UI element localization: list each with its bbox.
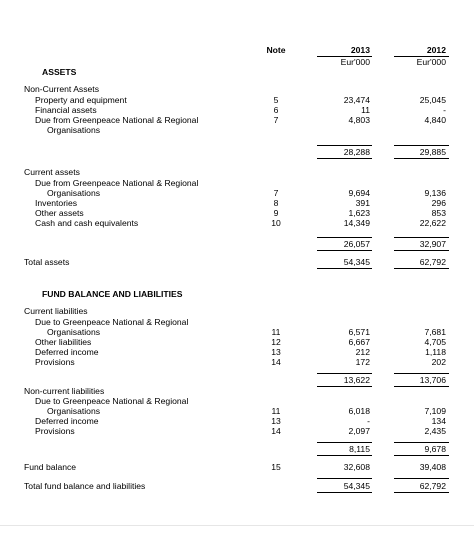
row-label-continued: Organisations xyxy=(47,125,101,135)
row-label: Deferred income xyxy=(35,347,99,357)
note-column-header: Note xyxy=(266,45,286,55)
noncurrent-liabilities-total-2013: 8,115 xyxy=(349,444,370,454)
row-label: Property and equipment xyxy=(35,95,127,105)
subtotal-rule xyxy=(394,158,449,159)
row-value-2013: 6,571 xyxy=(348,327,370,337)
subtotal-rule xyxy=(394,442,449,443)
row-note: 5 xyxy=(273,95,279,105)
row-label: Other assets xyxy=(35,208,84,218)
row-label: Financial assets xyxy=(35,105,97,115)
subtotal-rule xyxy=(317,237,372,238)
row-label-continued: Organisations xyxy=(47,327,101,337)
row-value-2012: 4,705 xyxy=(424,337,446,347)
row-value-2013: 4,803 xyxy=(348,115,370,125)
liabilities-heading: FUND BALANCE AND LIABILITIES xyxy=(42,289,183,299)
total-rule xyxy=(394,492,449,493)
row-value-2013: 14,349 xyxy=(343,218,370,228)
row-value-2012: 853 xyxy=(431,208,446,218)
row-value-2012: 134 xyxy=(431,416,446,426)
current-assets-title: Current assets xyxy=(24,167,80,177)
row-value-2012: 4,840 xyxy=(424,115,446,125)
row-value-2012: 22,622 xyxy=(419,218,446,228)
row-label: Provisions xyxy=(35,357,75,367)
subtotal-rule xyxy=(394,373,449,374)
row-value-2012: 296 xyxy=(431,198,446,208)
row-value-2013: 391 xyxy=(355,198,370,208)
fund-balance-note: 15 xyxy=(271,462,281,472)
total-rule xyxy=(317,492,372,493)
row-value-2012: 7,109 xyxy=(424,406,446,416)
total-rule xyxy=(317,478,372,479)
row-value-2013: 6,667 xyxy=(348,337,370,347)
unit-2013: Eur'000 xyxy=(340,57,370,67)
row-note: 7 xyxy=(273,188,279,198)
total-liabilities-label: Total fund balance and liabilities xyxy=(24,481,146,491)
total-liabilities-2013: 54,345 xyxy=(343,481,370,491)
row-label: Other liabilities xyxy=(35,337,92,347)
row-note: 11 xyxy=(271,406,281,416)
subtotal-rule xyxy=(317,250,372,251)
row-value-2013: - xyxy=(367,416,370,426)
total-rule xyxy=(394,268,449,269)
row-label: Provisions xyxy=(35,426,75,436)
row-value-2013: 23,474 xyxy=(343,95,370,105)
row-note: 7 xyxy=(273,115,279,125)
noncurrent-assets-title: Non-Current Assets xyxy=(24,84,99,94)
row-value-2013: 172 xyxy=(355,357,370,367)
fund-balance-2013: 32,608 xyxy=(343,462,370,472)
noncurrent-assets-total-2013: 28,288 xyxy=(343,147,370,157)
subtotal-rule xyxy=(317,373,372,374)
row-note: 14 xyxy=(271,357,281,367)
subtotal-rule xyxy=(394,455,449,456)
total-assets-label: Total assets xyxy=(24,257,70,267)
total-rule xyxy=(317,268,372,269)
row-label: Due to Greenpeace National & Regional xyxy=(35,396,189,406)
row-note: 8 xyxy=(273,198,279,208)
year-2012-header: 2012 xyxy=(426,45,446,55)
total-liabilities-2012: 62,792 xyxy=(419,481,446,491)
row-label: Deferred income xyxy=(35,416,99,426)
row-label: Inventories xyxy=(35,198,78,208)
row-value-2012: 202 xyxy=(431,357,446,367)
row-label: Due from Greenpeace National & Regional xyxy=(35,115,199,125)
subtotal-rule xyxy=(317,386,372,387)
year-2013-header: 2013 xyxy=(350,45,370,55)
total-rule xyxy=(394,478,449,479)
row-label-continued: Organisations xyxy=(47,406,101,416)
row-label: Cash and cash equivalents xyxy=(35,218,139,228)
subtotal-rule xyxy=(317,145,372,146)
subtotal-rule xyxy=(317,158,372,159)
row-value-2012: 7,681 xyxy=(424,327,446,337)
noncurrent-assets-total-2012: 29,885 xyxy=(419,147,446,157)
row-label-continued: Organisations xyxy=(47,188,101,198)
row-value-2013: 212 xyxy=(355,347,370,357)
row-note: 13 xyxy=(271,416,281,426)
current-assets-total-2013: 26,057 xyxy=(343,239,370,249)
current-liabilities-title: Current liabilities xyxy=(24,306,88,316)
row-value-2013: 1,623 xyxy=(348,208,370,218)
row-value-2012: 2,435 xyxy=(424,426,446,436)
subtotal-rule xyxy=(394,386,449,387)
row-note: 11 xyxy=(271,327,281,337)
page-bottom-divider xyxy=(0,525,474,526)
unit-2012: Eur'000 xyxy=(416,57,446,67)
total-assets-2012: 62,792 xyxy=(419,257,446,267)
row-note: 12 xyxy=(271,337,281,347)
row-value-2013: 11 xyxy=(361,105,370,115)
current-assets-total-2012: 32,907 xyxy=(419,239,446,249)
row-value-2013: 9,694 xyxy=(348,188,370,198)
total-assets-2013: 54,345 xyxy=(343,257,370,267)
row-value-2012: - xyxy=(443,105,446,115)
row-note: 14 xyxy=(271,426,281,436)
current-liabilities-total-2012: 13,706 xyxy=(419,375,446,385)
row-note: 13 xyxy=(271,347,281,357)
subtotal-rule xyxy=(394,237,449,238)
noncurrent-liabilities-title: Non-current liabilities xyxy=(24,386,105,396)
row-note: 10 xyxy=(271,218,281,228)
subtotal-rule xyxy=(394,145,449,146)
fund-balance-2012: 39,408 xyxy=(419,462,446,472)
row-value-2013: 2,097 xyxy=(348,426,370,436)
subtotal-rule xyxy=(317,442,372,443)
row-note: 6 xyxy=(273,105,279,115)
row-value-2012: 25,045 xyxy=(419,95,446,105)
subtotal-rule xyxy=(317,455,372,456)
noncurrent-liabilities-total-2012: 9,678 xyxy=(424,444,446,454)
row-value-2012: 9,136 xyxy=(424,188,446,198)
row-value-2013: 6,018 xyxy=(348,406,370,416)
fund-balance-label: Fund balance xyxy=(24,462,77,472)
current-liabilities-total-2013: 13,622 xyxy=(343,375,370,385)
assets-heading: ASSETS xyxy=(42,67,77,77)
row-label: Due from Greenpeace National & Regional xyxy=(35,178,199,188)
row-value-2012: 1,118 xyxy=(425,347,446,357)
row-label: Due to Greenpeace National & Regional xyxy=(35,317,189,327)
row-note: 9 xyxy=(273,208,279,218)
subtotal-rule xyxy=(394,250,449,251)
